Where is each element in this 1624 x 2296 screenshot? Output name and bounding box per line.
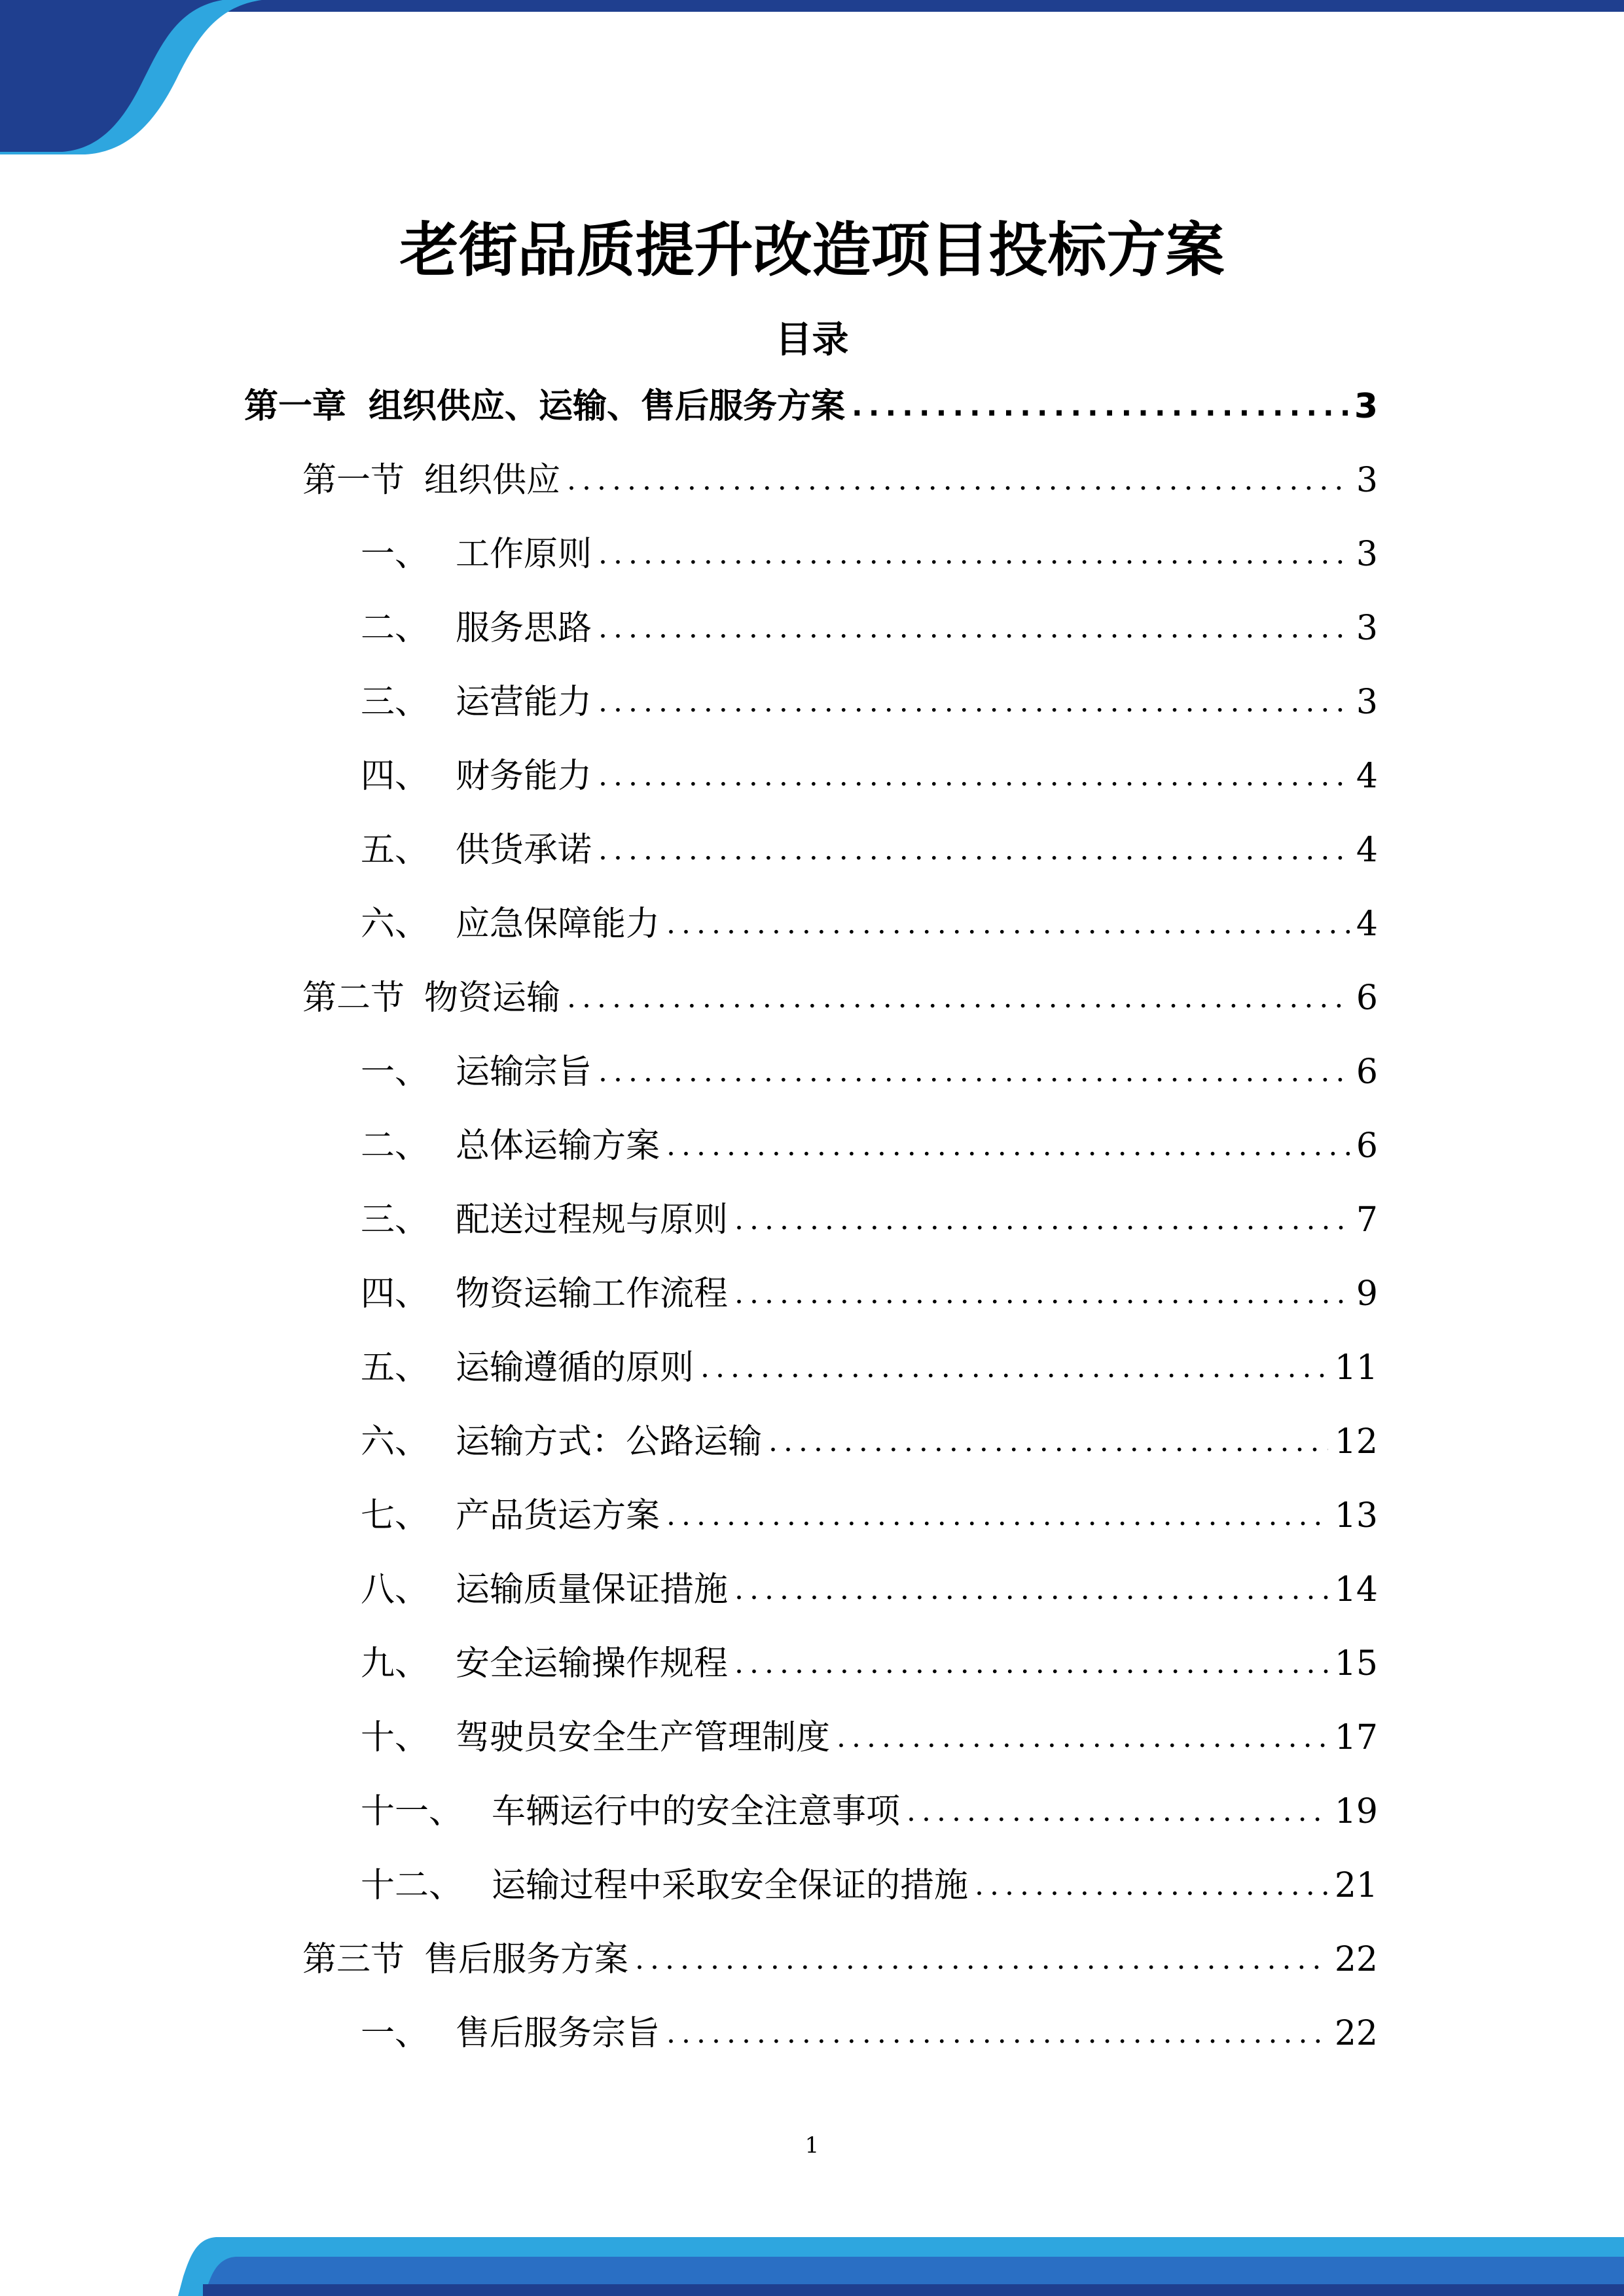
toc-leader-dots (666, 2005, 1328, 2062)
toc-leader-dots (700, 1340, 1328, 1396)
toc-entry-item[interactable]: 六、 应急保障能力 ..... 4 (361, 896, 1378, 952)
toc-page-number: 6 (1356, 1052, 1378, 1092)
toc-entry-item[interactable]: 二、 服务思路 ..... 3 (361, 600, 1378, 656)
toc-leader-dots (734, 1636, 1328, 1692)
toc-entry-section[interactable]: 第二节 物资运输 ..... 6 (302, 970, 1378, 1026)
toc-page-number: 3 (1356, 461, 1378, 500)
page-number: 1 (804, 2132, 820, 2159)
toc-entry-item[interactable]: 十一、 车辆运行中的安全注意事项 ..... 19 (361, 1784, 1378, 1840)
toc-page-number: 21 (1334, 1866, 1378, 1905)
toc-page-number: 17 (1334, 1718, 1378, 1757)
toc-page-number: 6 (1356, 1126, 1378, 1166)
toc-entry-item[interactable]: 三、 配送过程规与原则 ..... 7 (361, 1192, 1378, 1248)
toc-entry-item[interactable]: 一、 售后服务宗旨 ..... 22 (361, 2005, 1378, 2062)
toc-page-number: 4 (1356, 905, 1378, 944)
document-title: 老街品质提升改造项目投标方案 (399, 216, 1225, 285)
toc-leader-dots (598, 1044, 1350, 1100)
header-decoration (0, 0, 1624, 157)
toc-page-number: 3 (1356, 683, 1378, 722)
toc-page-number: 19 (1334, 1792, 1378, 1831)
toc-leader-dots (666, 1488, 1328, 1544)
toc-leader-dots (666, 896, 1350, 952)
toc-page-number: 14 (1334, 1570, 1378, 1609)
toc-entry-item[interactable]: 八、 运输质量保证措施 ..... 14 (361, 1562, 1378, 1618)
toc-page-number: 15 (1334, 1644, 1378, 1683)
toc-entry-item[interactable]: 三、 运营能力 ..... 3 (361, 674, 1378, 730)
toc-leader-dots (768, 1414, 1328, 1470)
toc-leader-dots (598, 748, 1350, 804)
toc-entry-chapter-1[interactable]: 第一章 组织供应、运输、售后服务方案 ..... 3 (244, 378, 1378, 435)
toc-page-number: 12 (1334, 1422, 1378, 1462)
toc-leader-dots (598, 822, 1350, 878)
toc-page-number: 3 (1354, 387, 1378, 426)
toc-leader-dots (975, 1857, 1328, 1914)
toc-page-number: 11 (1334, 1348, 1378, 1388)
toc-leader-dots (598, 600, 1350, 656)
toc-page-number: 4 (1356, 757, 1378, 796)
toc-leader-dots (907, 1784, 1328, 1840)
toc-entry-section[interactable]: 第一节 组织供应 ..... 3 (302, 452, 1378, 509)
toc-entry-item[interactable]: 六、 运输方式：公路运输 ..... 12 (361, 1414, 1378, 1470)
toc-entry-item[interactable]: 十二、 运输过程中采取安全保证的措施 ..... 21 (361, 1857, 1378, 1914)
toc-entry-section[interactable]: 第三节 售后服务方案 ..... 22 (302, 1931, 1378, 1988)
toc-leader-dots (837, 1710, 1328, 1766)
toc-entry-item[interactable]: 五、 运输遵循的原则 ..... 11 (361, 1340, 1378, 1396)
toc-entry-item[interactable]: 一、 工作原则 ..... 3 (361, 526, 1378, 583)
toc-leader-dots (666, 1118, 1350, 1174)
toc-page-number: 3 (1356, 609, 1378, 648)
toc-entry-item[interactable]: 九、 安全运输操作规程 ..... 15 (361, 1636, 1378, 1692)
toc-leader-dots (734, 1192, 1350, 1248)
toc-page-number: 22 (1334, 2014, 1378, 2053)
toc-leader-dots (852, 378, 1348, 435)
toc-leader-dots (567, 970, 1350, 1026)
toc-entry-item[interactable]: 一、 运输宗旨 ..... 6 (361, 1044, 1378, 1100)
toc-entry-item[interactable]: 四、 物资运输工作流程 ..... 9 (361, 1266, 1378, 1322)
toc-leader-dots (598, 674, 1350, 730)
toc-page-number: 9 (1356, 1274, 1378, 1314)
footer-decoration (0, 2211, 1624, 2296)
toc-entry-item[interactable]: 二、 总体运输方案 ..... 6 (361, 1118, 1378, 1174)
toc-page-number: 3 (1356, 535, 1378, 574)
toc-heading: 目录 (775, 319, 849, 361)
toc-leader-dots (567, 452, 1350, 509)
toc-page-number: 4 (1356, 831, 1378, 870)
toc-leader-dots (635, 1931, 1328, 1988)
toc-page-number: 13 (1334, 1496, 1378, 1535)
toc-entry-item[interactable]: 四、 财务能力 ..... 4 (361, 748, 1378, 804)
toc-leader-dots (734, 1562, 1328, 1618)
toc-page-number: 7 (1356, 1200, 1378, 1240)
toc-leader-dots (734, 1266, 1350, 1322)
toc-page-number: 6 (1356, 978, 1378, 1018)
toc-entry-item[interactable]: 五、 供货承诺 ..... 4 (361, 822, 1378, 878)
toc-leader-dots (598, 526, 1350, 583)
toc-entry-item[interactable]: 十、 驾驶员安全生产管理制度 ..... 17 (361, 1710, 1378, 1766)
toc-page-number: 22 (1334, 1940, 1378, 1979)
toc-entry-item[interactable]: 七、 产品货运方案 ..... 13 (361, 1488, 1378, 1544)
